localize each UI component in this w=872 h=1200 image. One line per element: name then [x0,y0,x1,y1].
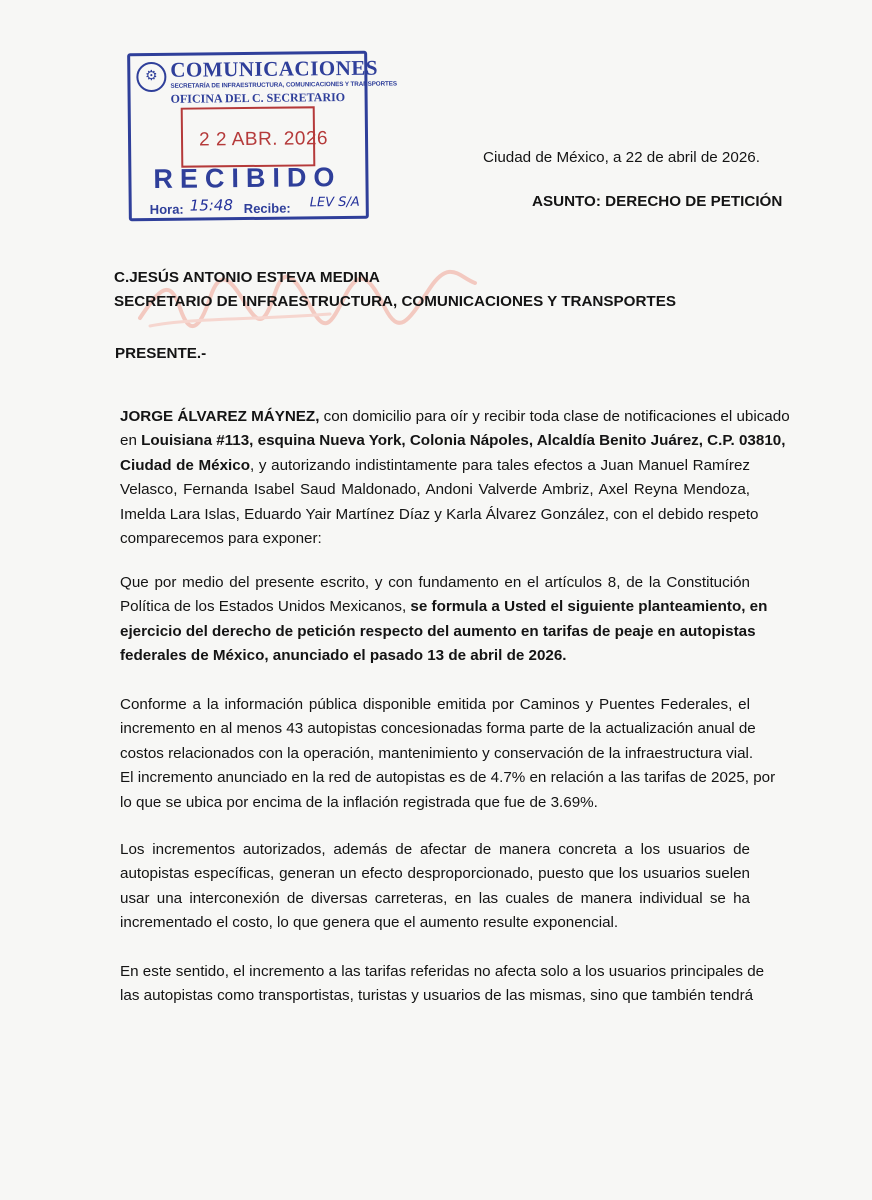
stamp-office: OFICINA DEL C. SECRETARIO [170,89,346,106]
salutation: PRESENTE.- [115,345,207,362]
bold-text: federales de México, anunciado el pasado 13 de abril de 2026. [120,647,567,665]
body-text: con domicilio para oír y recibir toda clase de notificaciones el ubicado [319,408,790,425]
bold-text: se formula a Usted el siguiente planteamiento, en [410,598,768,616]
body-text: En este sentido, el incremento a las tarifas referidas no afecta solo a los usuarios principales de [120,963,765,980]
body-text: Imelda Lara Islas, Eduardo Yair Martínez Díaz y Karla Álvarez González, con el debido respeto [120,505,759,523]
paragraph-line [120,766,776,790]
paragraph-line [120,984,754,1008]
bold-text: Louisiana #113, esquina Nueva York, Colonia Nápoles, Alcaldía Benito Juárez, C.P. 03810, [141,432,786,450]
paragraph-3 [120,693,776,815]
stamp-hour-label: Hora: [149,201,184,218]
seal-icon: ⚙ [136,62,166,92]
recipient-name: C.JESÚS ANTONIO ESTEVA MEDINA [114,269,380,286]
body-text: usar una interconexión de diversas carreteras, en las cuales de manera individual se ha [120,889,750,907]
stamp-receiver-underline [308,217,366,219]
body-text: incrementado el costo, lo que genera que el aumento resulte exponencial. [120,914,619,932]
body-text: , y autorizando indistintamente para tales efectos a Juan Manuel Ramírez [250,456,750,474]
bold-text: ejercicio del derecho de petición respecto del aumento en tarifas de peaje en autopistas [120,622,756,640]
stamp-hour-value: 15:48 [189,196,234,215]
stamp-receiver-label: Recibe: [243,200,291,217]
paragraph-line [120,693,750,717]
body-text: incremento en al menos 43 autopistas concesionadas forma parte de la actualización anual de [120,720,756,738]
body-text: Política de los Estados Unidos Mexicanos, [120,598,411,616]
paragraph-1 [120,405,790,551]
paragraph-line [120,791,750,815]
paragraph-2 [120,571,768,669]
paragraph-line [120,429,786,453]
paragraph-line [120,717,756,741]
body-text: en [120,432,142,450]
paragraph-line [120,478,750,502]
stamp-subtitle: SECRETARÍA DE INFRAESTRUCTURA, COMUNICACIONES Y TRANSPORTES [170,80,398,90]
stamp-organization: COMUNICACIONES [170,55,379,82]
stamp-receiver-value: LEV S/A [309,194,360,211]
body-text: Conforme a la información pública disponible emitida por Caminos y Puentes Federales, el [120,696,750,713]
paragraph-line [120,595,768,619]
recipient-block [114,266,676,314]
body-text: las autopistas como transportistas, turistas y usuarios de las mismas, sino que también tendrá [120,987,754,1005]
paragraph-4 [120,838,750,936]
paragraph-line [120,960,765,984]
paragraph-5 [120,960,765,1009]
paragraph-line [120,838,750,862]
paragraph-line [120,620,756,644]
body-text: autopistas específicas, generan un efecto desproporcionado, puesto que los usuarios suelen [120,865,750,883]
bold-text: JORGE ÁLVAREZ MÁYNEZ, [120,408,320,425]
body-text: lo que se ubica por encima de la inflación registrada que fue de 3.69%. [120,793,598,811]
paragraph-line [120,405,790,429]
paragraph-line [120,571,750,595]
stamp-hour-underline [188,218,240,220]
paragraph-line [120,503,759,527]
body-text: Los incrementos autorizados, además de afectar de manera concreta a los usuarios de [120,841,750,858]
paragraph-line [120,644,750,668]
bold-text: Ciudad de México [120,456,251,474]
paragraph-line [120,527,750,551]
stamp-date: 2 2 ABR. 2026 [198,128,329,151]
subject-line: ASUNTO: DERECHO DE PETICIÓN [532,193,783,210]
paragraph-line [120,454,750,478]
place-date: Ciudad de México, a 22 de abril de 2026. [483,149,760,166]
body-text: Velasco, Fernanda Isabel Saud Maldonado, Andoni Valverde Ambriz, Axel Reyna Mendoza, [120,481,750,499]
reception-stamp [127,51,398,222]
paragraph-line [120,887,750,911]
body-text: El incremento anunciado en la red de autopistas es de 4.7% en relación a las tarifas de 2025, por [120,769,776,787]
paragraph-line [120,911,750,935]
body-text: comparecemos para exponer: [120,530,322,548]
stamp-status: RECIBIDO [153,162,342,194]
body-text: Que por medio del presente escrito, y con fundamento en el artículos 8, de la Constitución [120,574,750,591]
paragraph-line [120,742,754,766]
paragraph-line [120,862,750,886]
body-text: costos relacionados con la operación, mantenimiento y conservación de la infraestructura vial. [120,744,754,762]
recipient-title: SECRETARIO DE INFRAESTRUCTURA, COMUNICACIONES Y TRANSPORTES [114,293,676,310]
